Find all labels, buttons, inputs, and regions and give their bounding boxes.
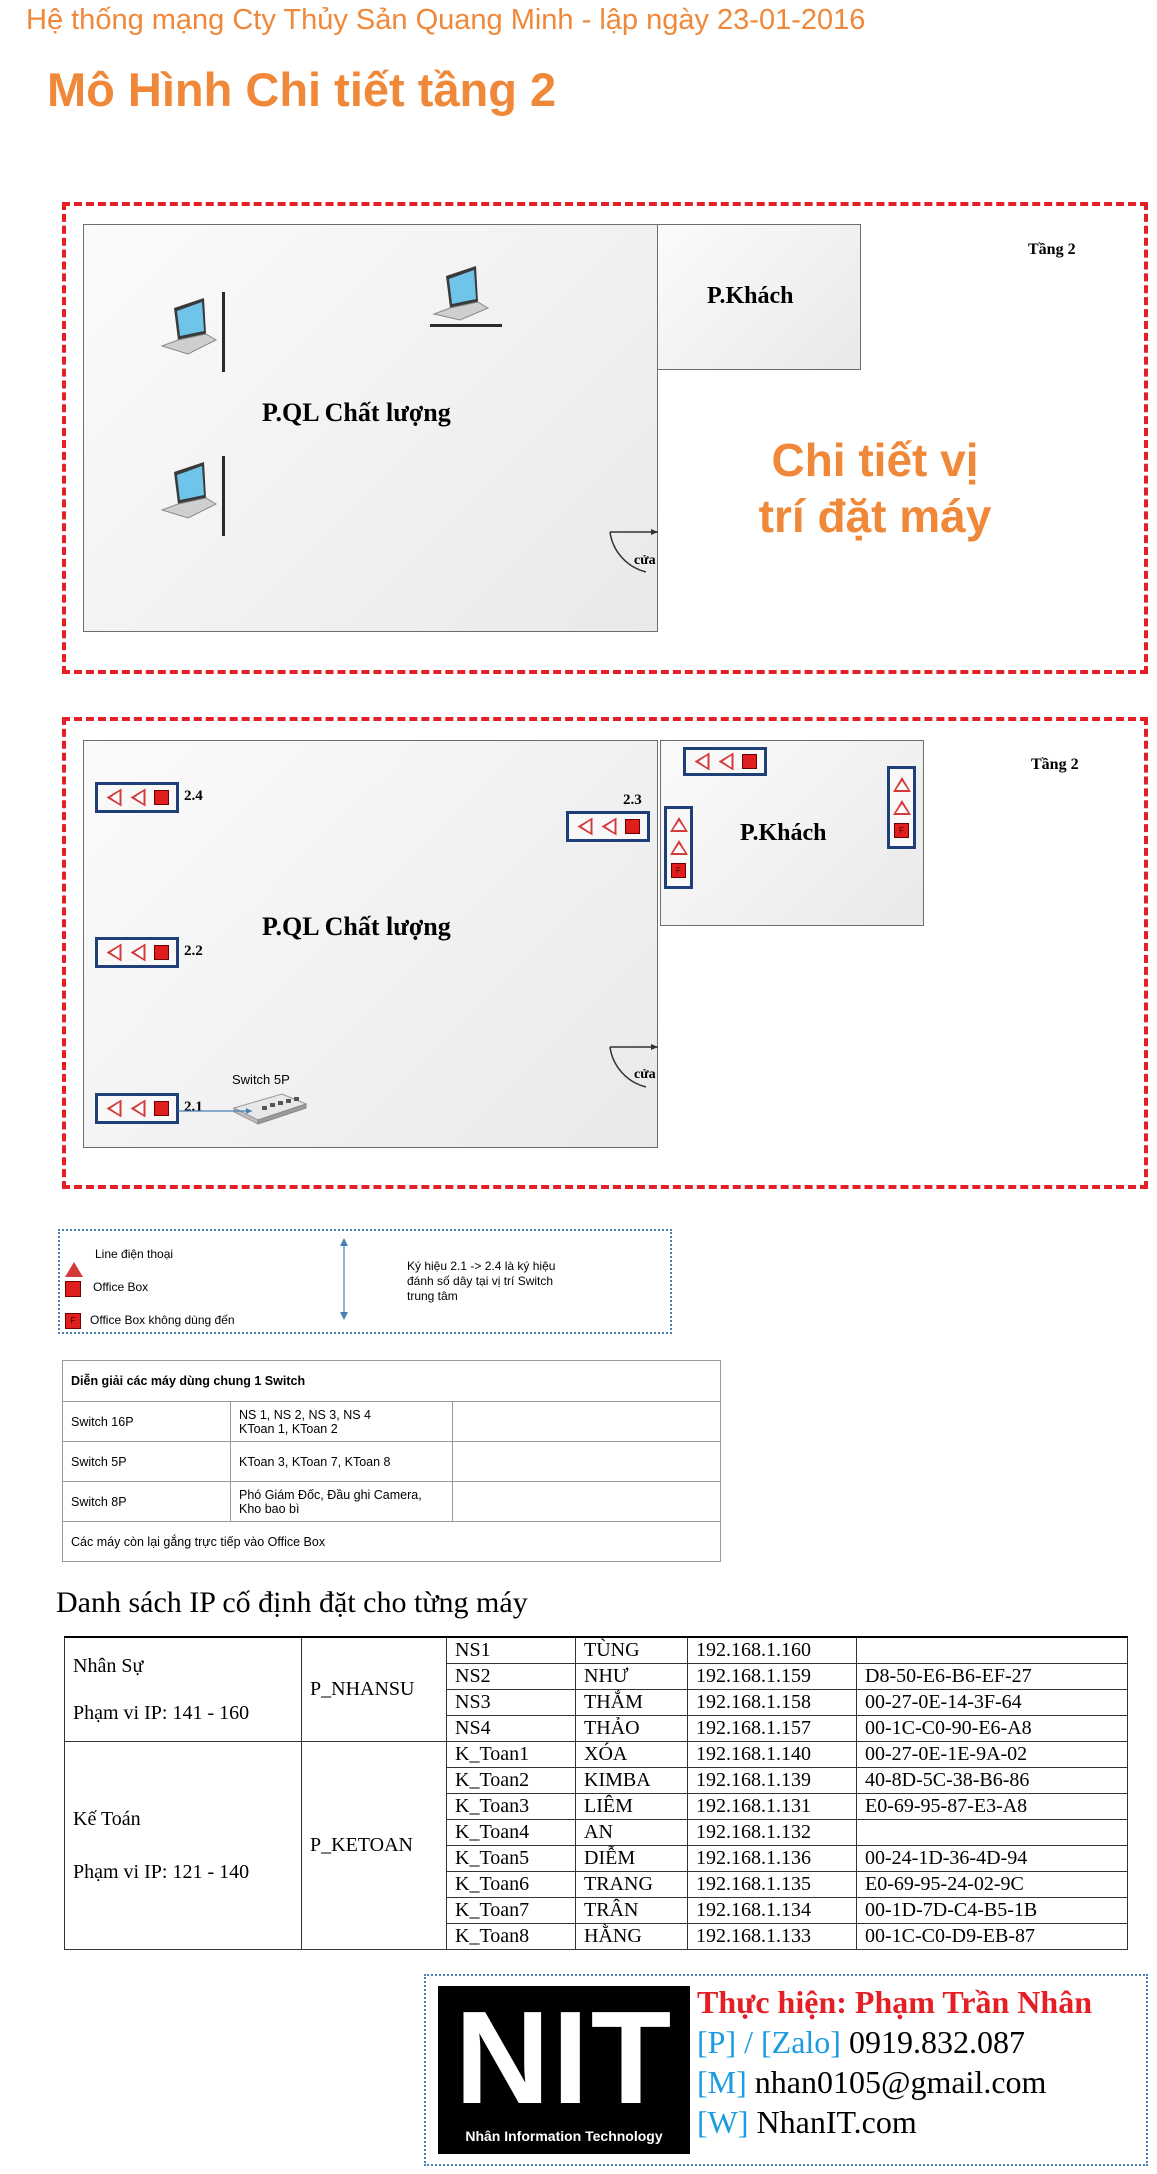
host-cell: NS4 bbox=[447, 1716, 576, 1742]
mac-cell: 00-24-1D-36-4D-94 bbox=[857, 1846, 1128, 1872]
phone-line-icon bbox=[602, 818, 617, 836]
nit-logo-text: NIT bbox=[454, 1984, 674, 2131]
group-code: P_KETOAN bbox=[302, 1742, 447, 1950]
ip-cell: 192.168.1.132 bbox=[688, 1820, 857, 1846]
switch-label: Switch 5P bbox=[232, 1072, 290, 1087]
ip-cell: 192.168.1.134 bbox=[688, 1898, 857, 1924]
mac-cell: D8-50-E6-B6-EF-27 bbox=[857, 1664, 1128, 1690]
author-name: Thực hiện: Phạm Trần Nhân bbox=[697, 1984, 1092, 2020]
room-main-label: P.QL Chất lượng bbox=[262, 398, 451, 427]
mac-cell: 40-8D-5C-38-B6-86 bbox=[857, 1768, 1128, 1794]
phone-line-icon bbox=[131, 944, 146, 962]
host-cell: K_Toan5 bbox=[447, 1846, 576, 1872]
door-label: cửa bbox=[634, 1067, 656, 1082]
door-label: cửa bbox=[634, 553, 656, 568]
phone-line-icon bbox=[893, 800, 911, 815]
switch-note-cell bbox=[453, 1402, 721, 1442]
double-arrow-icon bbox=[338, 1236, 350, 1322]
phone-line-icon bbox=[670, 817, 688, 832]
switch-row bbox=[63, 1402, 721, 1442]
office-box-unused-guest-left bbox=[664, 806, 693, 889]
ip-table bbox=[64, 1636, 1128, 1950]
office-box-icon bbox=[154, 1101, 169, 1116]
switch-row bbox=[63, 1482, 721, 1522]
ip-cell: 192.168.1.136 bbox=[688, 1846, 857, 1872]
office-box-2-2 bbox=[95, 937, 179, 968]
legend-phone-line: Line điện thoại bbox=[95, 1247, 174, 1261]
phone-line-icon bbox=[107, 789, 122, 807]
user-cell: KIMBA bbox=[576, 1768, 688, 1794]
user-cell: TÙNG bbox=[576, 1637, 688, 1664]
office-box-2-4 bbox=[566, 811, 650, 842]
user-cell: XÓA bbox=[576, 1742, 688, 1768]
switch-table-title: Diễn giải các máy dùng chung 1 Switch bbox=[63, 1361, 721, 1402]
phone-line-icon bbox=[107, 1100, 122, 1118]
legend-note: Ký hiệu 2.1 -> 2.4 là ký hiệu đánh số dây tại vị trí Switch trung tâm bbox=[407, 1259, 556, 1303]
phone-line-icon bbox=[131, 1100, 146, 1118]
phone-line-icon bbox=[65, 1245, 83, 1277]
office-box-unused-icon: F bbox=[65, 1313, 81, 1329]
page-title: Mô Hình Chi tiết tầng 2 bbox=[47, 63, 557, 116]
web-line bbox=[697, 2104, 917, 2141]
phone-line-icon bbox=[107, 944, 122, 962]
switch-name: Switch 16P bbox=[63, 1402, 231, 1442]
phone-line bbox=[697, 2024, 1025, 2061]
placement-note-line2: trí đặt máy bbox=[758, 490, 992, 542]
mac-cell: 00-1C-C0-D9-EB-87 bbox=[857, 1924, 1128, 1950]
room-guest-label: P.Khách bbox=[740, 820, 827, 846]
ip-cell: 192.168.1.140 bbox=[688, 1742, 857, 1768]
phone-line-icon bbox=[695, 753, 710, 771]
laptop-icon bbox=[428, 262, 506, 332]
office-box-icon bbox=[65, 1281, 81, 1297]
switch-devices bbox=[231, 1402, 453, 1442]
mail-key: [M] bbox=[697, 2064, 747, 2100]
ip-cell: 192.168.1.139 bbox=[688, 1768, 857, 1794]
ip-cell: 192.168.1.159 bbox=[688, 1664, 857, 1690]
nit-logo bbox=[438, 1986, 690, 2154]
host-cell: K_Toan2 bbox=[447, 1768, 576, 1794]
mac-cell: 00-1D-7D-C4-B5-1B bbox=[857, 1898, 1128, 1924]
ip-cell: 192.168.1.133 bbox=[688, 1924, 857, 1950]
group-name: Kế Toán bbox=[73, 1807, 141, 1830]
user-cell: NHƯ bbox=[576, 1664, 688, 1690]
mac-cell: 00-27-0E-1E-9A-02 bbox=[857, 1742, 1128, 1768]
host-cell: K_Toan1 bbox=[447, 1742, 576, 1768]
host-cell: NS2 bbox=[447, 1664, 576, 1690]
office-box-unused-guest-right bbox=[887, 766, 916, 849]
group-name: Nhân Sự bbox=[73, 1654, 144, 1677]
office-box-icon bbox=[625, 819, 640, 834]
point-label-2-2: 2.2 bbox=[184, 943, 203, 959]
laptop-icon bbox=[158, 288, 230, 374]
switch-table-footer: Các máy còn lại gắng trực tiếp vào Office Box bbox=[63, 1522, 721, 1562]
author-line bbox=[697, 1984, 1092, 2021]
user-cell: AN bbox=[576, 1820, 688, 1846]
switch-row bbox=[63, 1442, 721, 1482]
group-range: Phạm vi IP: 121 - 140 bbox=[73, 1860, 250, 1883]
mac-cell: E0-69-95-87-E3-A8 bbox=[857, 1794, 1128, 1820]
web-key: [W] bbox=[697, 2104, 749, 2140]
ip-cell: 192.168.1.157 bbox=[688, 1716, 857, 1742]
office-box-icon bbox=[154, 945, 169, 960]
mac-cell bbox=[857, 1820, 1128, 1846]
table-row bbox=[65, 1637, 1128, 1664]
legend-office-box: Office Box bbox=[93, 1280, 149, 1294]
host-cell: K_Toan6 bbox=[447, 1872, 576, 1898]
point-label-2-3: 2.4 bbox=[184, 788, 203, 804]
placement-note bbox=[725, 432, 1025, 544]
header-line: Hệ thống mạng Cty Thủy Sản Quang Minh - lập ngày 23-01-2016 bbox=[26, 4, 866, 36]
mac-cell bbox=[857, 1637, 1128, 1664]
room-ql-chat-luong-top bbox=[83, 224, 658, 632]
switch-note-cell bbox=[453, 1482, 721, 1522]
user-cell: HẰNG bbox=[576, 1924, 688, 1950]
user-cell: TRÂN bbox=[576, 1898, 688, 1924]
switch-devices-line: Kho bao bì bbox=[239, 1501, 300, 1516]
switch-name: Switch 5P bbox=[63, 1442, 231, 1482]
user-cell: LIÊM bbox=[576, 1794, 688, 1820]
laptop-icon bbox=[158, 452, 230, 538]
host-cell: K_Toan4 bbox=[447, 1820, 576, 1846]
switch-devices-line: Phó Giám Đốc, Đầu ghi Camera, bbox=[239, 1487, 422, 1502]
phone-line-icon bbox=[893, 777, 911, 792]
mail-line bbox=[697, 2064, 1046, 2101]
table-row bbox=[65, 1742, 1128, 1768]
room-main-label: P.QL Chất lượng bbox=[262, 912, 451, 941]
office-box-icon bbox=[742, 754, 757, 769]
switch-devices-line: KToan 1, KToan 2 bbox=[239, 1421, 338, 1436]
switch-note-cell bbox=[453, 1442, 721, 1482]
switch-devices: KToan 3, KToan 7, KToan 8 bbox=[231, 1442, 453, 1482]
ip-cell: 192.168.1.158 bbox=[688, 1690, 857, 1716]
user-cell: DIỄM bbox=[576, 1846, 688, 1872]
ip-list-title: Danh sách IP cố định đặt cho từng máy bbox=[56, 1586, 528, 1619]
switch-devices bbox=[231, 1482, 453, 1522]
room-guest-label: P.Khách bbox=[707, 283, 794, 309]
group-range: Phạm vi IP: 141 - 160 bbox=[73, 1701, 250, 1724]
group-code: P_NHANSU bbox=[302, 1637, 447, 1742]
phone-line-icon bbox=[670, 840, 688, 855]
phone-key: [P] / [Zalo] bbox=[697, 2024, 841, 2060]
ip-cell: 192.168.1.135 bbox=[688, 1872, 857, 1898]
phone-line-icon bbox=[719, 753, 734, 771]
user-cell: THẢO bbox=[576, 1716, 688, 1742]
office-box-2-1 bbox=[95, 1093, 179, 1124]
connection-line bbox=[176, 1106, 256, 1116]
switch-devices-line: NS 1, NS 2, NS 3, NS 4 bbox=[239, 1407, 371, 1422]
user-cell: THẮM bbox=[576, 1690, 688, 1716]
host-cell: NS3 bbox=[447, 1690, 576, 1716]
group-name-cell bbox=[65, 1637, 302, 1742]
mac-cell: E0-69-95-24-02-9C bbox=[857, 1872, 1128, 1898]
office-box-unused-icon: F bbox=[894, 823, 909, 838]
web-value[interactable]: NhanIT.com bbox=[756, 2104, 917, 2140]
phone-line-icon bbox=[131, 789, 146, 807]
user-cell: TRANG bbox=[576, 1872, 688, 1898]
floor-label: Tầng 2 bbox=[1031, 756, 1079, 773]
host-cell: NS1 bbox=[447, 1637, 576, 1664]
host-cell: K_Toan8 bbox=[447, 1924, 576, 1950]
host-cell: K_Toan7 bbox=[447, 1898, 576, 1924]
point-label-2-4: 2.3 bbox=[623, 792, 642, 808]
mail-value[interactable]: nhan0105@gmail.com bbox=[754, 2064, 1047, 2100]
office-box-unused-icon: F bbox=[671, 863, 686, 878]
office-box-guest-top bbox=[683, 747, 767, 776]
switch-table bbox=[62, 1360, 721, 1562]
nit-logo-caption: Nhân Information Technology bbox=[465, 2128, 663, 2144]
office-box-2-3 bbox=[95, 782, 179, 813]
floor-label: Tầng 2 bbox=[1028, 241, 1076, 258]
switch-name: Switch 8P bbox=[63, 1482, 231, 1522]
ip-cell: 192.168.1.131 bbox=[688, 1794, 857, 1820]
placement-note-line1: Chi tiết vị bbox=[771, 434, 979, 486]
mac-cell: 00-1C-C0-90-E6-A8 bbox=[857, 1716, 1128, 1742]
legend-office-box-unused: Office Box không dùng đến bbox=[90, 1313, 235, 1327]
host-cell: K_Toan3 bbox=[447, 1794, 576, 1820]
ip-cell: 192.168.1.160 bbox=[688, 1637, 857, 1664]
mac-cell: 00-27-0E-14-3F-64 bbox=[857, 1690, 1128, 1716]
point-label-2-1: 2.1 bbox=[184, 1099, 203, 1115]
phone-value[interactable]: 0919.832.087 bbox=[848, 2024, 1025, 2060]
office-box-icon bbox=[154, 790, 169, 805]
phone-line-icon bbox=[578, 818, 593, 836]
group-name-cell bbox=[65, 1742, 302, 1950]
